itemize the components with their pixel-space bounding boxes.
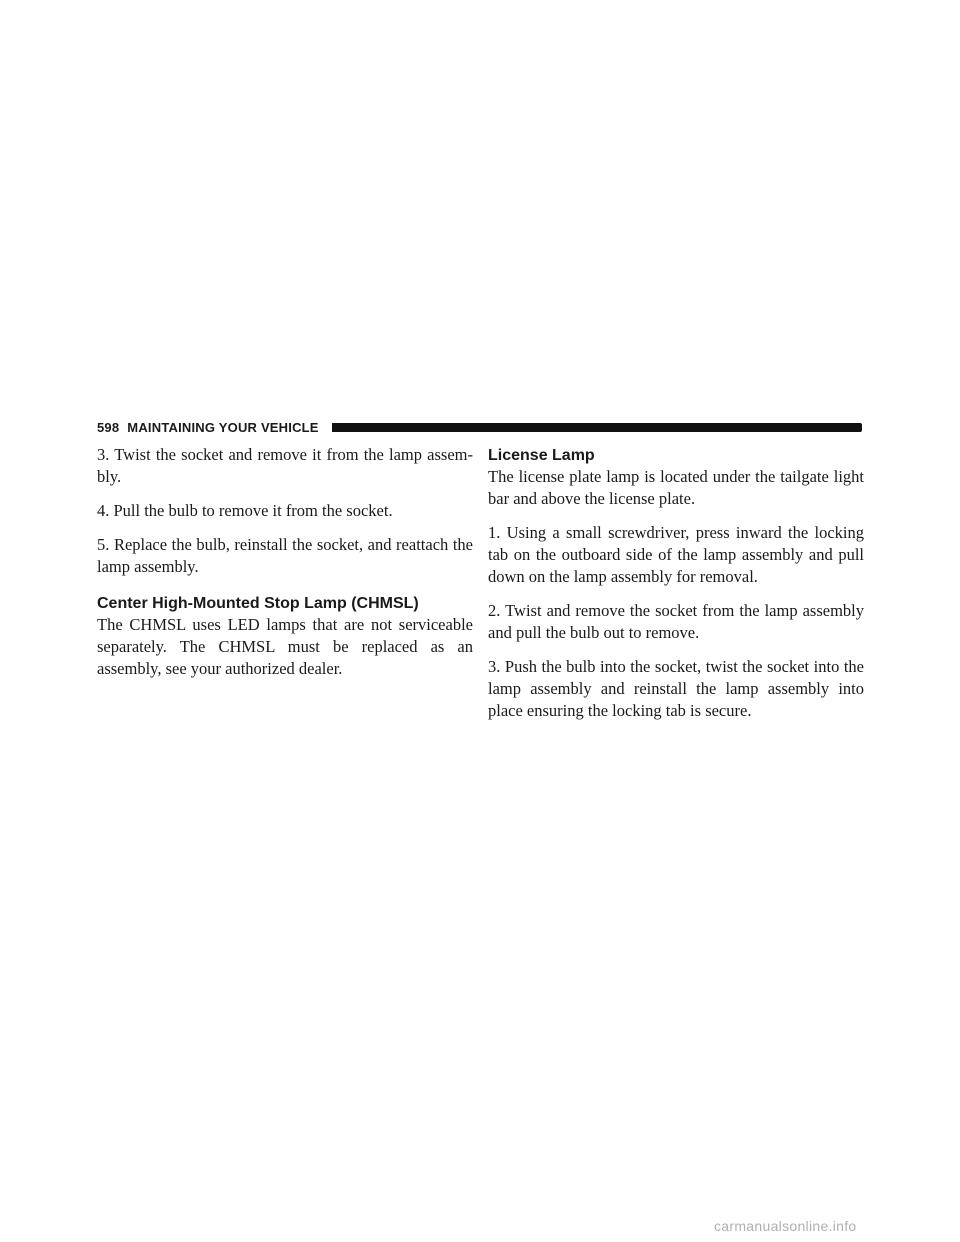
section-title: MAINTAINING YOUR VEHICLE — [127, 419, 319, 435]
header-label — [97, 420, 332, 435]
chmsl-text: The CHMSL uses LED lamps that are not serviceable separately. The CHMSL must be replaced as an assembly, see your authorized dealer. — [97, 615, 473, 678]
license-lamp-intro: The license plate lamp is located under the tailgate light bar and above the license plate. — [488, 467, 864, 508]
step-5-text: 5. Replace the bulb, reinstall the socket, and reattach the lamp assembly. — [97, 535, 473, 576]
watermark-text: carmanualsonline.info — [714, 1218, 857, 1234]
step-3-text: 3. Twist the socket and remove it from the lamp assem-bly. — [97, 445, 473, 486]
license-step-2: 2. Twist and remove the socket from the lamp assembly and pull the bulb out to remove. — [488, 601, 864, 642]
chmsl-heading: Center High-Mounted Stop Lamp (CHMSL) — [97, 595, 419, 612]
page-header — [97, 420, 862, 434]
step-4-text: 4. Pull the bulb to remove it from the socket. — [97, 501, 393, 520]
page-number: 598 — [97, 419, 120, 435]
license-lamp-heading: License Lamp — [488, 447, 595, 464]
header-rule — [332, 423, 862, 432]
license-step-3: 3. Push the bulb into the socket, twist the socket into the lamp assembly and reinstall the lamp assembly into place ensuring the locking tab is secure. — [488, 657, 864, 720]
right-column — [488, 444, 864, 734]
left-column — [97, 444, 473, 692]
license-step-1: 1. Using a small screwdriver, press inward the locking tab on the outboard side of the lamp assembly and pull down on the lamp assembly for removal. — [488, 523, 864, 586]
